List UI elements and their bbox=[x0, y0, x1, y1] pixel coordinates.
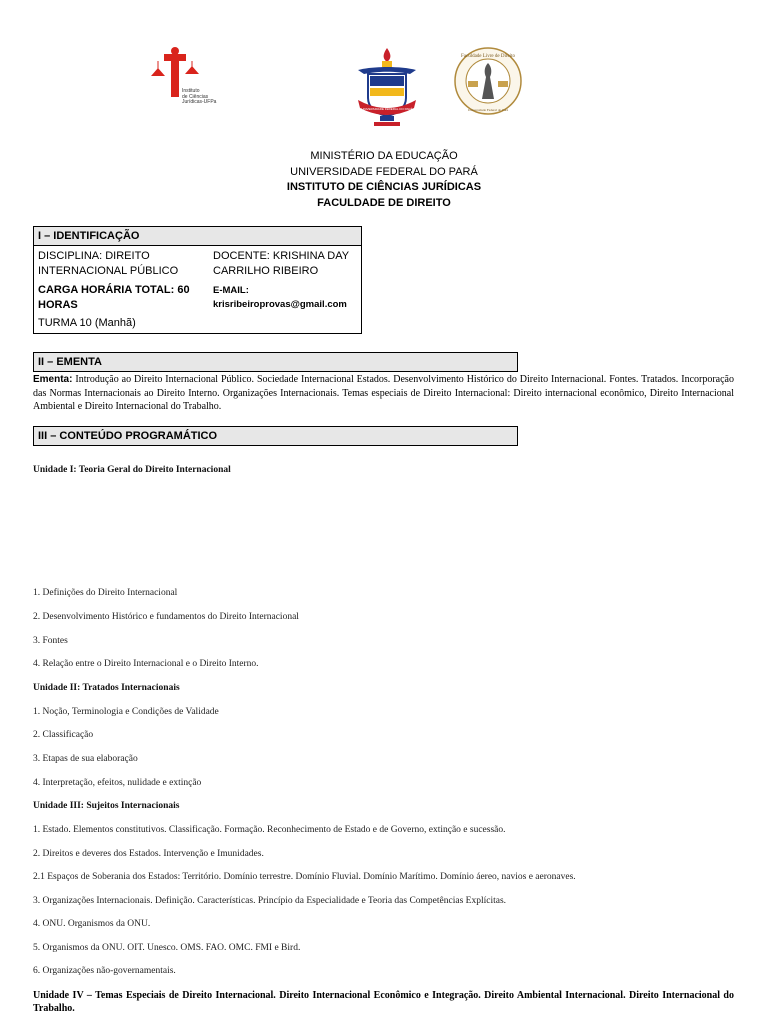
unidade-1-title: Unidade I: Teoria Geral do Direito Internacional bbox=[33, 465, 231, 475]
list-item: 1. Noção, Terminologia e Condições de Validade bbox=[33, 707, 219, 717]
carga-horaria-cell: CARGA HORÁRIA TOTAL: 60 HORAS bbox=[38, 284, 190, 311]
list-item: 1. Estado. Elementos constitutivos. Classificação. Formação. Reconhecimento de Estado e de Governo, extinção e sucessão. bbox=[33, 825, 506, 835]
list-item: 5. Organismos da ONU. OIT. Unesco. OMS. FAO. OMC. FMI e Bird. bbox=[33, 943, 301, 953]
email-cell: E-MAIL: krisribeiroprovas@gmail.com bbox=[213, 285, 347, 310]
list-item: 6. Organizações não-governamentais. bbox=[33, 966, 176, 976]
ementa-label: Ementa: bbox=[33, 374, 73, 385]
faculdade-seal-logo bbox=[454, 47, 522, 115]
document-header bbox=[0, 149, 768, 211]
list-item: 1. Definições do Direito Internacional bbox=[33, 588, 178, 598]
conteudo-heading: III – CONTEÚDO PROGRAMÁTICO bbox=[33, 426, 518, 446]
list-item: 3. Fontes bbox=[33, 636, 68, 646]
turma-cell: TURMA 10 (Manhã) bbox=[38, 317, 136, 329]
header-universidade: UNIVERSIDADE FEDERAL DO PARÁ bbox=[290, 165, 478, 178]
identificacao-heading: I – IDENTIFICAÇÃO bbox=[34, 227, 361, 246]
list-item: 2.1 Espaços de Soberania dos Estados: Território. Domínio terrestre. Domínio Fluvial. Domínio Marítimo. Domínio áereo, navios e aeronaves. bbox=[33, 872, 576, 882]
list-item: 2. Direitos e deveres dos Estados. Intervenção e Imunidades. bbox=[33, 849, 264, 859]
email-address: krisribeiroprovas@gmail.com bbox=[213, 299, 347, 310]
ementa-heading: II – EMENTA bbox=[33, 352, 518, 372]
unidade-4-title: Unidade IV – Temas Especiais de Direito Internacional. Direito Internacional Econômico e Integração. Direito Ambiental Internacional. Direito Internacional do Trabalho. bbox=[33, 990, 734, 1014]
list-item: 2. Desenvolvimento Histórico e fundamentos do Direito Internacional bbox=[33, 612, 299, 622]
ementa-body: Introdução ao Direito Internacional Público. Sociedade Internacional Estados. Desenvolvimento Histórico do Direito Internacional. Fontes. Tratados. Incorporação das Normas Internacionais ao Direito Interno. Organizações Internacionais. Temas especiais de Direito Internacional: Direito internacional econômico, Direito Internacional Ambiental e Direito Internacional do Trabalho. bbox=[33, 374, 734, 412]
unidade-3-title: Unidade III: Sujeitos Internacionais bbox=[33, 801, 180, 811]
unidade-2-title: Unidade II: Tratados Internacionais bbox=[33, 683, 180, 693]
disciplina-cell: DISCIPLINA: DIREITO INTERNACIONAL PÚBLICO bbox=[38, 250, 179, 277]
header-instituto: INSTITUTO DE CIÊNCIAS JURÍDICAS bbox=[286, 181, 482, 193]
list-item: 3. Etapas de sua elaboração bbox=[33, 754, 138, 764]
ufpa-coat-of-arms-logo bbox=[352, 46, 422, 130]
identificacao-table bbox=[33, 226, 362, 334]
icj-logo-text: Instituto de Ciências Jurídicas-UFPa bbox=[182, 88, 217, 105]
list-item: 4. ONU. Organismos da ONU. bbox=[33, 919, 151, 929]
list-item: 4. Interpretação, efeitos, nulidade e extinção bbox=[33, 778, 202, 788]
header-ministerio: MINISTÉRIO DA EDUCAÇÃO bbox=[310, 150, 458, 162]
header-faculdade: FACULDADE DE DIREITO bbox=[317, 196, 451, 209]
svg-text:UNIVERSIDADE FEDERAL DO PARÁ: UNIVERSIDADE FEDERAL DO PARÁ bbox=[361, 107, 413, 111]
svg-text:Universidade Federal do Pará: Universidade Federal do Pará bbox=[467, 108, 509, 112]
list-item: 3. Organizações Internacionais. Definição. Características. Princípio da Especialidade e Teoria das Competências Explícitas. bbox=[33, 896, 507, 906]
list-item: 4. Relação entre o Direito Internacional e o Direito Interno. bbox=[33, 659, 259, 669]
docente-cell: DOCENTE: KRISHINA DAY CARRILHO RIBEIRO bbox=[213, 250, 350, 277]
icj-logo bbox=[150, 46, 260, 116]
list-item: 2. Classificação bbox=[33, 730, 94, 740]
ementa-text bbox=[33, 373, 734, 414]
svg-text:Faculdade Livre de Direito: Faculdade Livre de Direito bbox=[460, 54, 516, 59]
